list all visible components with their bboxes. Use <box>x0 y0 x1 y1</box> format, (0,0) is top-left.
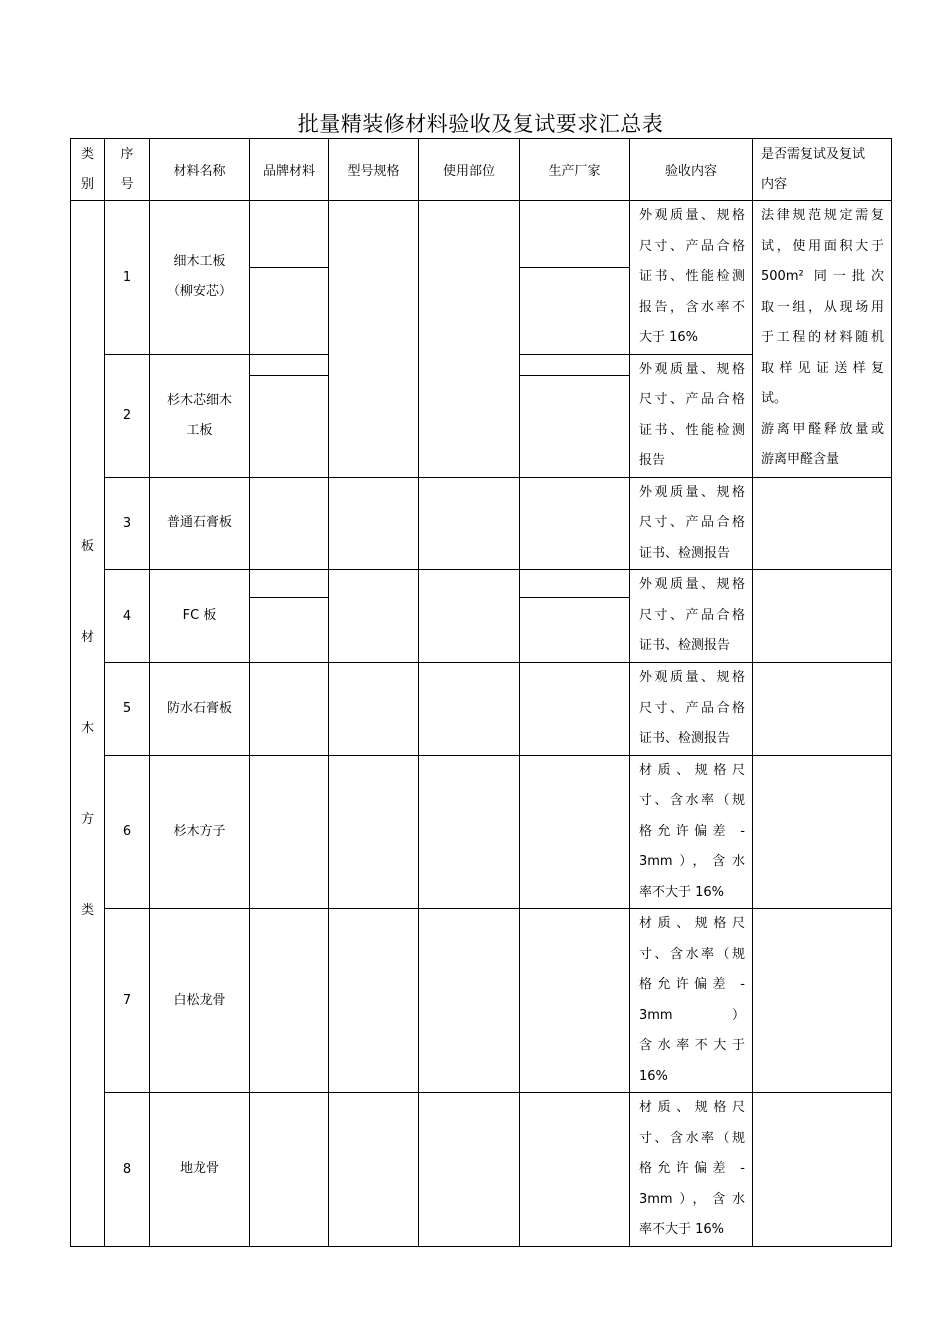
manufacturer-cell <box>520 354 630 477</box>
header-name: 材料名称 <box>150 139 250 201</box>
material-name <box>150 1093 250 1247</box>
table-row <box>71 201 892 355</box>
manufacturer-cell <box>520 570 630 663</box>
category-char: 材 <box>80 629 94 645</box>
category-char: 类 <box>80 902 94 918</box>
material-name <box>150 663 250 756</box>
model-cell <box>329 201 419 478</box>
retest-cell <box>753 755 892 909</box>
table-row <box>71 663 892 756</box>
seq-cell: 5 <box>105 663 150 756</box>
inspection-content <box>630 570 753 663</box>
header-inspection: 验收内容 <box>630 139 753 201</box>
header-seq-line-1: 序 <box>120 146 134 162</box>
inspection-line: 证书、检测报告 <box>639 638 731 653</box>
inspection-line: 尺寸、产品合格 <box>639 238 745 254</box>
location-cell <box>419 477 520 570</box>
material-name-line: 普通石膏板 <box>166 515 232 531</box>
inspection-line: 率不大于 16% <box>639 884 725 900</box>
material-name-line: 杉木芯细木 <box>166 392 232 408</box>
retest-cell <box>753 477 892 570</box>
inspection-line: 外观质量、规格 <box>639 484 745 500</box>
header-location: 使用部位 <box>419 139 520 201</box>
inspection-content <box>630 663 753 756</box>
retest-line: 法律规范规定需复 <box>761 208 884 223</box>
manufacturer-cell <box>520 663 630 756</box>
page-title: 批量精装修材料验收及复试要求汇总表 <box>297 112 664 136</box>
header-seq <box>105 139 150 201</box>
inspection-line: 尺寸、产品合格 <box>639 607 745 623</box>
location-cell <box>419 201 520 478</box>
brand-cell <box>250 1093 329 1247</box>
material-name <box>150 354 250 477</box>
seq-cell: 3 <box>105 477 150 570</box>
table-row <box>71 909 892 1093</box>
header-seq-line-2: 号 <box>120 176 134 192</box>
retest-line: 游离甲醛含量 <box>761 452 840 467</box>
retest-line: 于工程的材料随机 <box>761 330 884 345</box>
table-row <box>71 477 892 570</box>
inspection-line: 证书、性能检测 <box>639 422 745 438</box>
material-name-line: 地龙骨 <box>179 1161 219 1177</box>
retest-content <box>753 201 892 478</box>
location-cell <box>419 755 520 909</box>
brand-cell <box>250 354 329 477</box>
material-name-line: 白松龙骨 <box>173 992 226 1008</box>
model-cell <box>329 570 419 663</box>
seq-cell: 4 <box>105 570 150 663</box>
retest-cell <box>753 570 892 663</box>
retest-line: 试。 <box>761 391 788 406</box>
manufacturer-cell <box>520 477 630 570</box>
inspection-line: 外观质量、规格 <box>639 670 745 685</box>
inspection-line: 率不大于 16% <box>639 1222 725 1237</box>
inspection-content <box>630 755 753 909</box>
inspection-line: 尺寸、产品合格 <box>639 700 745 716</box>
brand-cell <box>250 477 329 570</box>
brand-cell <box>250 663 329 756</box>
category-char: 方 <box>80 811 94 827</box>
inspection-line: 材质、规格尺 <box>639 916 745 931</box>
header-retest <box>753 139 892 201</box>
material-name-line: FC 板 <box>182 608 217 623</box>
inspection-line: 格允许偏差 - <box>639 823 745 839</box>
manufacturer-cell <box>520 1093 630 1247</box>
inspection-line: 报告 <box>639 453 666 468</box>
brand-cell <box>250 201 329 355</box>
model-cell <box>329 1093 419 1247</box>
inspection-content <box>630 909 753 1093</box>
seq-cell: 6 <box>105 755 150 909</box>
material-name <box>150 755 250 909</box>
material-name-line: 防水石膏板 <box>166 700 232 716</box>
inspection-line: 证书、性能检测 <box>639 269 745 284</box>
inspection-line: 含水率不大于 <box>639 1038 745 1053</box>
header-manufacturer: 生产厂家 <box>520 139 630 201</box>
location-cell <box>419 570 520 663</box>
materials-table <box>70 138 892 1247</box>
material-name <box>150 909 250 1093</box>
header-brand: 品牌材料 <box>250 139 329 201</box>
material-name-line: 杉木方子 <box>173 823 226 839</box>
manufacturer-cell <box>520 755 630 909</box>
seq-cell: 2 <box>105 354 150 477</box>
inspection-line: 大于 16% <box>639 330 699 345</box>
inspection-content <box>630 477 753 570</box>
inspection-content <box>630 354 753 477</box>
inspection-line: 外观质量、规格 <box>639 361 745 377</box>
brand-cell <box>250 755 329 909</box>
material-name <box>150 570 250 663</box>
inspection-line: 材质、规格尺 <box>639 1100 745 1115</box>
manufacturer-cell <box>520 201 630 355</box>
inspection-line: 证书、检测报告 <box>639 545 731 561</box>
header-retest-line-1: 是否需复试及复试 <box>761 146 866 162</box>
inspection-line: 外观质量、规格 <box>639 208 745 223</box>
table-row <box>71 1093 892 1247</box>
header-category <box>71 139 105 201</box>
material-name <box>150 477 250 570</box>
inspection-line: 报告，含水率不 <box>639 299 745 315</box>
category-char: 木 <box>80 720 94 736</box>
inspection-line: 16% <box>639 1068 668 1084</box>
retest-cell <box>753 1093 892 1247</box>
retest-cell <box>753 663 892 756</box>
table-row <box>71 570 892 663</box>
retest-line: 游离甲醛释放量或 <box>761 421 884 437</box>
inspection-line: 3mm），含水 <box>639 854 745 869</box>
inspection-line: 尺寸、产品合格 <box>639 515 745 530</box>
inspection-line: 3mm），含水 <box>639 1191 745 1207</box>
brand-cell <box>250 570 329 663</box>
inspection-line: 证书、检测报告 <box>639 731 731 746</box>
inspection-content <box>630 1093 753 1247</box>
material-name-line: 工板 <box>186 422 213 438</box>
header-model: 型号规格 <box>329 139 419 201</box>
inspection-line: 尺寸、产品合格 <box>639 392 745 407</box>
manufacturer-cell <box>520 909 630 1093</box>
model-cell <box>329 477 419 570</box>
header-retest-line-2: 内容 <box>761 176 788 192</box>
retest-line: 取样见证送样复 <box>761 360 884 376</box>
inspection-line: 材质、规格尺 <box>639 762 745 778</box>
seq-cell: 8 <box>105 1093 150 1247</box>
retest-cell <box>753 909 892 1093</box>
header-row <box>71 139 892 201</box>
inspection-line: 3mm） <box>639 1007 745 1023</box>
inspection-line: 寸、含水率（规 <box>639 946 745 962</box>
category-char: 板 <box>80 538 94 554</box>
material-name <box>150 201 250 355</box>
seq-cell: 1 <box>105 201 150 355</box>
header-category-line-1: 类 <box>80 146 94 162</box>
table-row <box>71 755 892 909</box>
header-category-line-2: 别 <box>80 176 94 192</box>
inspection-content <box>630 201 753 355</box>
model-cell <box>329 663 419 756</box>
inspection-line: 寸、含水率（规 <box>639 793 745 808</box>
inspection-line: 格允许偏差 - <box>639 977 745 992</box>
inspection-line: 外观质量、规格 <box>639 577 745 592</box>
brand-cell <box>250 909 329 1093</box>
model-cell <box>329 755 419 909</box>
material-name-line: （柳安芯） <box>166 284 232 300</box>
inspection-line: 格允许偏差 - <box>639 1161 745 1176</box>
retest-line: 试，使用面积大于 <box>761 238 884 254</box>
retest-line: 取一组，从现场用 <box>761 299 884 315</box>
location-cell <box>419 909 520 1093</box>
material-name-line: 细木工板 <box>173 254 226 270</box>
retest-line: 500m² 同一批次 <box>761 269 884 284</box>
location-cell <box>419 1093 520 1247</box>
category-cell <box>71 201 105 1247</box>
location-cell <box>419 663 520 756</box>
inspection-line: 寸、含水率（规 <box>639 1130 745 1146</box>
model-cell <box>329 909 419 1093</box>
seq-cell: 7 <box>105 909 150 1093</box>
